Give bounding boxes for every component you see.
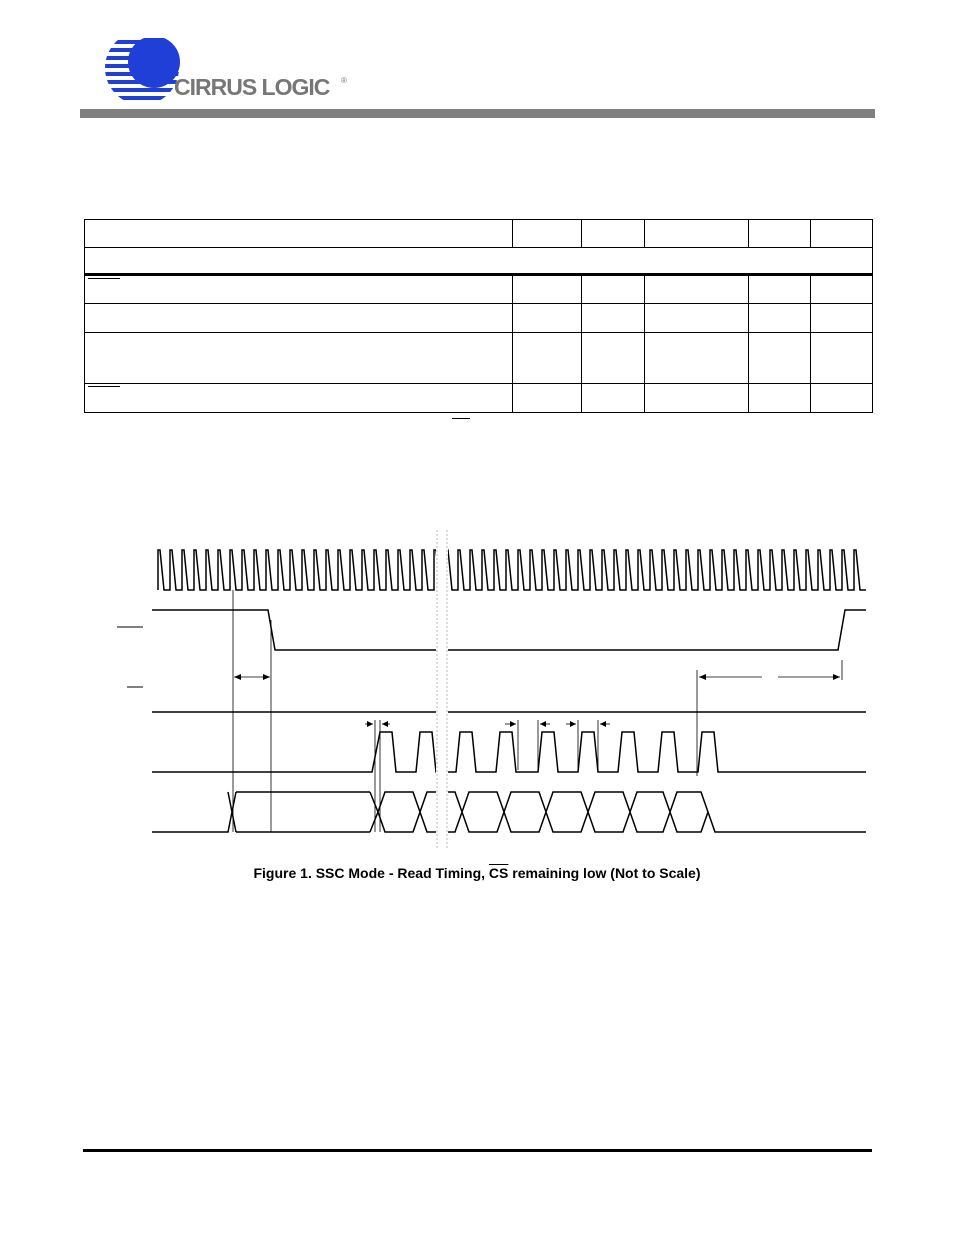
arrow-head — [234, 674, 241, 680]
header-cell — [582, 220, 645, 248]
logo-text: CIRRUS LOGIC — [174, 74, 330, 100]
arrow-head — [382, 721, 388, 727]
arrow-head — [699, 674, 706, 680]
header-bar — [80, 109, 875, 118]
arrow-head — [540, 721, 546, 727]
cirrus-logic-logo — [74, 38, 354, 102]
specification-table — [84, 219, 873, 413]
overbar-mark — [452, 418, 470, 419]
clock-signal — [158, 550, 866, 590]
header-cell — [749, 220, 811, 248]
header-cell — [513, 220, 582, 248]
overbar-mark — [88, 278, 120, 279]
arrow-head — [570, 721, 576, 727]
table-row — [85, 333, 873, 384]
cs-signal — [152, 610, 866, 650]
data-signal — [152, 792, 866, 832]
arrow-head — [367, 721, 373, 727]
figure-caption — [0, 865, 954, 881]
arrow-head — [600, 721, 606, 727]
table-row — [85, 275, 873, 304]
arrow-head — [510, 721, 516, 727]
timing-diagram — [0, 520, 954, 860]
header-cell — [85, 220, 513, 248]
registered-mark: ® — [341, 76, 347, 85]
arrow-head — [833, 674, 840, 680]
caption-prefix: Figure 1. SSC Mode - Read Timing, — [253, 865, 489, 881]
footer-rule — [83, 1149, 872, 1152]
caption-overline: $\overline{CS}$ — [488, 865, 509, 881]
header-cell — [811, 220, 873, 248]
scale-break — [436, 530, 448, 850]
arrow-head — [263, 674, 270, 680]
section-row — [85, 248, 873, 275]
sclk-signal — [152, 732, 866, 772]
table-row — [85, 304, 873, 333]
overbar-mark — [88, 386, 120, 387]
caption-suffix: remaining low (Not to Scale) — [508, 865, 701, 881]
header-cell — [645, 220, 749, 248]
table-row — [85, 384, 873, 413]
